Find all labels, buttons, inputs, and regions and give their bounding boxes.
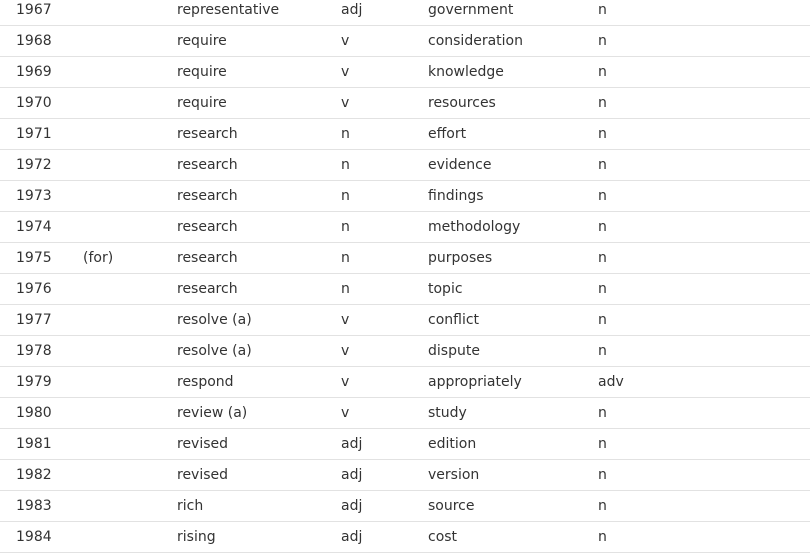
row-word1: rising xyxy=(177,529,216,545)
row-word2: version xyxy=(428,467,480,483)
row-number: 1981 xyxy=(16,436,52,452)
table-row xyxy=(0,0,810,26)
row-word1: respond xyxy=(177,374,234,390)
row-number: 1974 xyxy=(16,219,52,235)
row-number: 1970 xyxy=(16,95,52,111)
row-word2: effort xyxy=(428,126,467,142)
row-number: 1978 xyxy=(16,343,52,359)
table-row xyxy=(0,429,810,460)
table-row xyxy=(0,26,810,57)
row-number: 1982 xyxy=(16,467,52,483)
row-word2: methodology xyxy=(428,219,521,235)
row-pos1: n xyxy=(341,250,350,266)
row-pos1: n xyxy=(341,219,350,235)
row-word1: research xyxy=(177,126,238,142)
row-pos1: v xyxy=(341,312,350,328)
row-word2: study xyxy=(428,405,467,421)
table-row xyxy=(0,243,810,274)
row-pos2: n xyxy=(598,281,607,297)
row-pos2: n xyxy=(598,64,607,80)
row-word2: knowledge xyxy=(428,64,504,80)
row-word1: require xyxy=(177,33,227,49)
table-row xyxy=(0,119,810,150)
row-number: 1968 xyxy=(16,33,52,49)
table-row xyxy=(0,88,810,119)
row-word1: research xyxy=(177,188,238,204)
row-pos1: v xyxy=(341,33,350,49)
table-row xyxy=(0,305,810,336)
row-pos2: n xyxy=(598,250,607,266)
row-pos1: v xyxy=(341,95,350,111)
row-word1: representative xyxy=(177,2,280,18)
row-pos2: n xyxy=(598,188,607,204)
table-row xyxy=(0,150,810,181)
row-word1: require xyxy=(177,95,227,111)
row-word2: evidence xyxy=(428,157,492,173)
row-pos1: adj xyxy=(341,467,363,483)
row-word1: rich xyxy=(177,498,204,514)
row-number: 1977 xyxy=(16,312,52,328)
row-number: 1973 xyxy=(16,188,52,204)
table-row xyxy=(0,336,810,367)
row-pos1: adj xyxy=(341,529,363,545)
row-pos2: n xyxy=(598,2,607,18)
row-word2: purposes xyxy=(428,250,493,266)
row-number: 1984 xyxy=(16,529,52,545)
row-word1: research xyxy=(177,219,238,235)
row-prefix: (for) xyxy=(83,250,114,266)
row-pos2: n xyxy=(598,436,607,452)
table-row xyxy=(0,491,810,522)
row-word1: revised xyxy=(177,436,229,452)
table-row xyxy=(0,522,810,553)
row-word1: require xyxy=(177,64,227,80)
row-word1: resolve (a) xyxy=(177,343,252,359)
row-word2: cost xyxy=(428,529,458,545)
row-pos1: adj xyxy=(341,436,363,452)
row-pos1: adj xyxy=(341,2,363,18)
row-number: 1971 xyxy=(16,126,52,142)
row-pos2: n xyxy=(598,405,607,421)
row-number: 1969 xyxy=(16,64,52,80)
row-pos2: n xyxy=(598,467,607,483)
row-word2: edition xyxy=(428,436,477,452)
row-word1: research xyxy=(177,157,238,173)
row-pos2: n xyxy=(598,33,607,49)
row-pos2: n xyxy=(598,157,607,173)
row-pos1: n xyxy=(341,126,350,142)
table-row xyxy=(0,367,810,398)
row-pos2: n xyxy=(598,498,607,514)
row-pos2: n xyxy=(598,343,607,359)
row-word1: review (a) xyxy=(177,405,248,421)
row-word2: resources xyxy=(428,95,496,111)
row-pos1: n xyxy=(341,157,350,173)
row-word2: topic xyxy=(428,281,463,297)
table-row xyxy=(0,181,810,212)
row-pos1: v xyxy=(341,343,350,359)
table-row xyxy=(0,57,810,88)
row-word2: conflict xyxy=(428,312,480,328)
row-number: 1976 xyxy=(16,281,52,297)
row-pos2: adv xyxy=(598,374,624,390)
row-word1: research xyxy=(177,281,238,297)
row-number: 1967 xyxy=(16,2,52,18)
table-row xyxy=(0,460,810,491)
row-word1: revised xyxy=(177,467,229,483)
row-pos2: n xyxy=(598,219,607,235)
row-pos1: n xyxy=(341,188,350,204)
row-pos2: n xyxy=(598,312,607,328)
row-number: 1979 xyxy=(16,374,52,390)
row-pos2: n xyxy=(598,95,607,111)
row-pos1: adj xyxy=(341,498,363,514)
row-word2: appropriately xyxy=(428,374,522,390)
row-word2: findings xyxy=(428,188,484,204)
row-pos2: n xyxy=(598,126,607,142)
row-number: 1980 xyxy=(16,405,52,421)
row-word2: source xyxy=(428,498,475,514)
row-number: 1972 xyxy=(16,157,52,173)
row-number: 1983 xyxy=(16,498,52,514)
row-pos1: v xyxy=(341,64,350,80)
row-word1: research xyxy=(177,250,238,266)
row-pos1: v xyxy=(341,374,350,390)
row-word1: resolve (a) xyxy=(177,312,252,328)
row-pos1: n xyxy=(341,281,350,297)
row-number: 1975 xyxy=(16,250,52,266)
row-word2: government xyxy=(428,2,514,18)
row-pos1: v xyxy=(341,405,350,421)
table-row xyxy=(0,398,810,429)
row-word2: dispute xyxy=(428,343,480,359)
row-pos2: n xyxy=(598,529,607,545)
table-row xyxy=(0,212,810,243)
row-word2: consideration xyxy=(428,33,523,49)
table-row xyxy=(0,274,810,305)
